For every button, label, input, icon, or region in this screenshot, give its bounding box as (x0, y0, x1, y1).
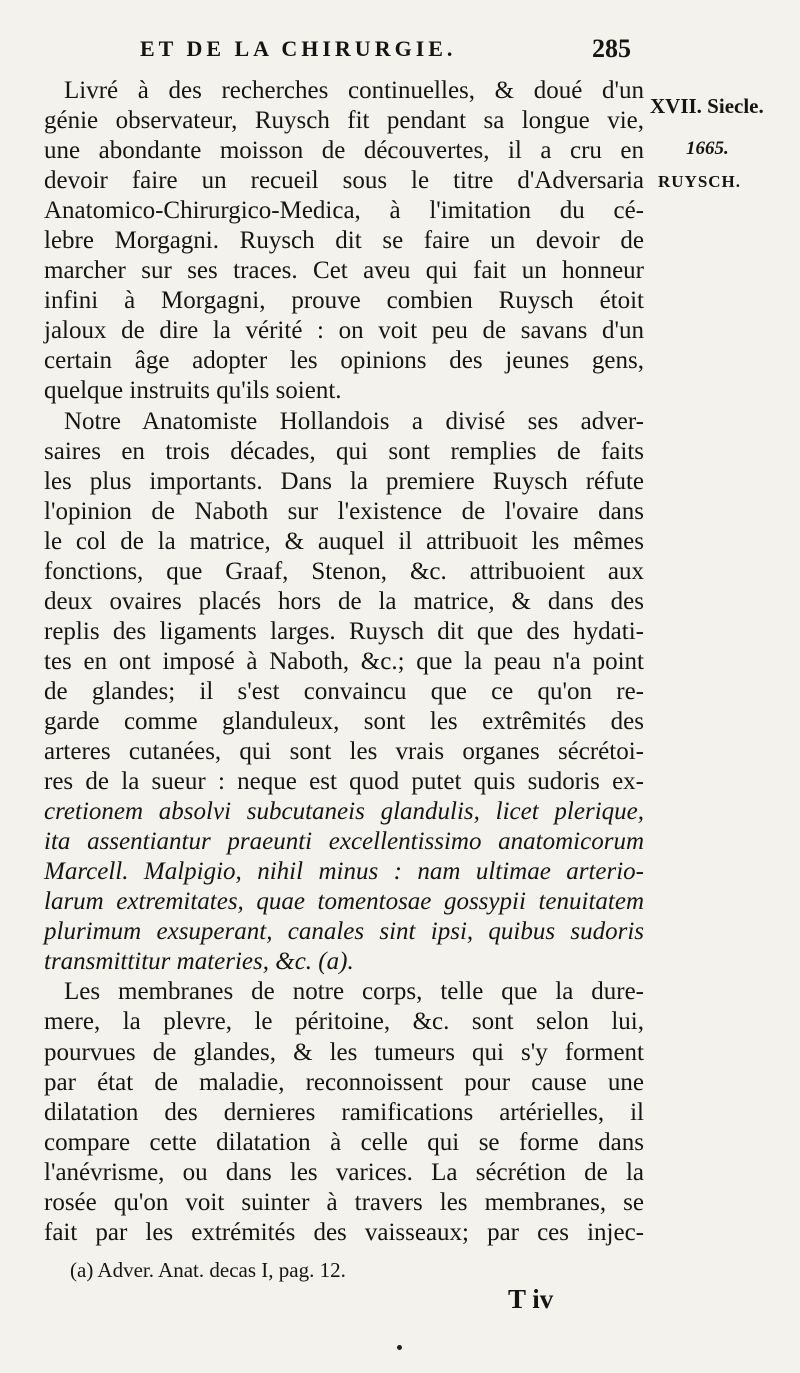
text-line: infini à Morgagni, prouve combien Ruysch étoit (44, 287, 644, 315)
text-line: fait par les extrémités des vaisseaux; par ces injec- (44, 1218, 644, 1246)
text-line: deux ovaires placés hors de la matrice, & dans des (44, 587, 644, 615)
text-line: arteres cutanées, qui sont les vrais organes sécrétoi- (44, 738, 644, 766)
text-line: pourvues de glandes, & les tumeurs qui s'y forment (44, 1038, 644, 1066)
text-line: jaloux de dire la vérité : on voit peu de savans d'un (44, 317, 644, 345)
text-line: certain âge adopter les opinions des jeunes gens, (44, 347, 644, 375)
text-line: devoir faire un recueil sous le titre d'Adversaria (44, 167, 644, 195)
text-line: le col de la matrice, & auquel il attribuoit les mêmes (44, 527, 644, 555)
text-line-latin: transmittitur materies, &c. (a). (44, 948, 354, 976)
text-line: tes en ont imposé à Naboth, &c.; que la peau n'a point (44, 647, 644, 675)
text-line: quelque instruits qu'ils soient. (44, 377, 342, 405)
text-line: replis des ligaments larges. Ruysch dit que des hydati- (44, 617, 644, 645)
text-line: Anatomico-Chirurgico-Medica, à l'imitation du cé- (44, 197, 644, 225)
text-line-latin: larum extremitates, quae tomentosae gossypii tenuitatem (44, 888, 644, 916)
text-line: rosée qu'on voit suinter à travers les membranes, se (44, 1188, 644, 1216)
text-line-latin: plurimum exsuperant, canales sint ipsi, quibus sudoris (44, 918, 644, 946)
margin-note-name: RUYSCH. (658, 172, 742, 191)
text-line: res de la sueur : neque est quod putet quis sudoris ex- (44, 768, 644, 796)
text-line: de glandes; il s'est convaincu que ce qu'on re- (44, 677, 644, 705)
ink-speck (397, 1345, 402, 1350)
running-head (0, 0, 800, 80)
text-line: par état de maladie, reconnoissent pour cause une (44, 1068, 644, 1096)
text-line: dilatation des dernieres ramifications artérielles, il (44, 1098, 644, 1126)
text-line: saires en trois décades, qui sont remplies de faits (44, 437, 644, 465)
text-line-latin: Marcell. Malpigio, nihil minus : nam ultimae arterio- (44, 858, 644, 886)
text-line-latin: cretionem absolvi subcutaneis glandulis, licet plerique, (44, 798, 644, 826)
text-line: les plus importants. Dans la premiere Ruysch réfute (44, 467, 644, 495)
running-title: ET DE LA CHIRURGIE. (140, 36, 457, 61)
text-line: Livré à des recherches continuelles, & doué d'un (64, 77, 644, 104)
text-line: l'anévrisme, ou dans les varices. La sécrétion de la (44, 1158, 644, 1186)
text-line: une abondante moisson de découvertes, il a cru en (44, 137, 644, 165)
text-line: lebre Morgagni. Ruysch dit se faire un devoir de (44, 227, 644, 255)
text-line: Notre Anatomiste Hollandois a divisé ses adver- (64, 407, 644, 435)
signature-mark: T iv (508, 1284, 554, 1314)
text-line-latin: ita assentiantur praeunti excellentissimo anatomicorum (44, 828, 644, 856)
text-line: l'opinion de Naboth sur l'existence de l'ovaire dans (44, 497, 644, 525)
text-line: compare cette dilatation à celle qui se forme dans (44, 1128, 644, 1156)
text-line: fonctions, que Graaf, Stenon, &c. attribuoient aux (44, 557, 644, 585)
margin-note-century: XVII. Siecle. (650, 94, 764, 118)
footnote: (a) Adver. Anat. decas I, pag. 12. (70, 1258, 346, 1282)
margin-note-year: 1665. (686, 138, 729, 159)
text-line: Les membranes de notre corps, telle que la dure- (64, 978, 644, 1006)
page-number: 285 (592, 34, 631, 63)
text-line: génie observateur, Ruysch fit pendant sa longue vie, (44, 107, 644, 135)
text-line: mere, la plevre, le péritoine, &c. sont selon lui, (44, 1008, 644, 1036)
text-line: garde comme glanduleux, sont les extrêmités des (44, 707, 644, 735)
body-text (44, 76, 644, 1248)
text-line: marcher sur ses traces. Cet aveu qui fait un honneur (44, 257, 644, 285)
